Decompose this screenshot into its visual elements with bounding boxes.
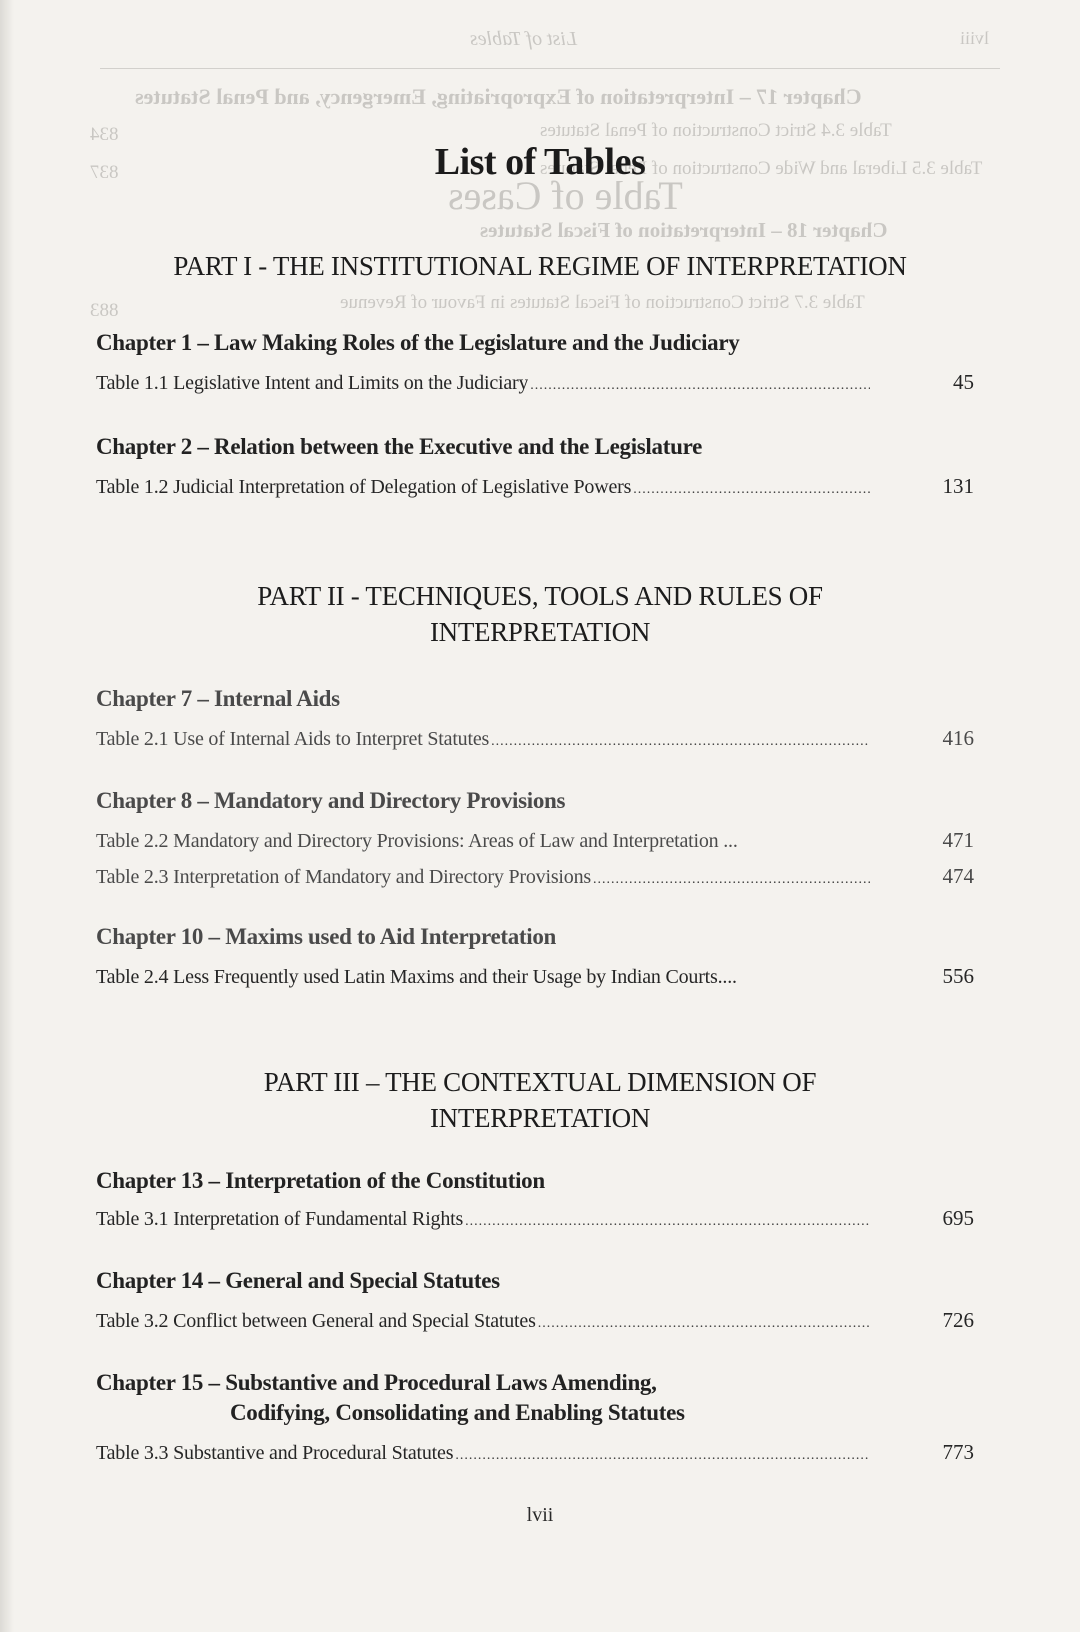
bleed-line: Table of Cases [448, 173, 683, 218]
toc-entry-label: Table 3.2 Conflict between General and Special Statutes [96, 1310, 536, 1332]
dot-leader [530, 378, 870, 394]
bleed-line: 837 [90, 162, 119, 183]
toc-entry[interactable] [96, 964, 974, 992]
page-title: List of Tables [434, 141, 646, 183]
page-number: lvii [526, 1504, 554, 1526]
toc-entry-label: Table 2.3 Interpretation of Mandatory and Directory Provisions [96, 866, 591, 888]
bleed-line: Table 3.4 Strict Construction of Penal Statutes [540, 120, 892, 141]
chapter-heading: Chapter 7 – Internal Aids [96, 686, 340, 711]
toc-entry[interactable] [96, 726, 974, 754]
toc-entry-page: 556 [942, 964, 974, 988]
part-heading-line: PART I - THE INSTITUTIONAL REGIME OF INTERPRETATION [173, 251, 907, 281]
toc-entry[interactable] [96, 1206, 974, 1234]
bleed-line: Table 3.7 Strict Construction of Fiscal Statutes in Favour of Revenue [340, 292, 865, 313]
part-heading [0, 248, 1080, 284]
dot-leader [538, 1316, 870, 1332]
part-heading [0, 578, 1080, 650]
toc-entry-label: Table 2.2 Mandatory and Directory Provisions: Areas of Law and Interpretation ... [96, 830, 738, 852]
chapter-heading: Chapter 10 – Maxims used to Aid Interpretation [96, 924, 557, 949]
toc-entry-label: Table 2.1 Use of Internal Aids to Interpret Statutes [96, 728, 490, 750]
part-heading-line: INTERPRETATION [429, 1103, 651, 1133]
toc-entry-page: 726 [942, 1308, 974, 1332]
toc-entry[interactable] [96, 864, 974, 892]
toc-entry-page: 45 [953, 370, 974, 394]
bleed-line: Table 3.5 Liberal and Wide Construction of Penal Statutes [540, 158, 983, 179]
toc-entry[interactable] [96, 828, 974, 856]
part-heading-line: PART III – THE CONTEXTUAL DIMENSION OF [263, 1067, 817, 1097]
chapter-heading: Chapter 2 – Relation between the Executive and the Legislature [96, 434, 702, 459]
toc-entry-page: 471 [942, 828, 974, 852]
bleed-line: Chapter 17 – Interpretation of Expropriating, Emergency, and Penal Statutes [135, 84, 862, 109]
dot-leader [593, 872, 870, 888]
dot-leader [491, 734, 870, 750]
toc-entry-page: 773 [942, 1440, 974, 1464]
chapter-heading: Chapter 1 – Law Making Roles of the Legislature and the Judiciary [96, 330, 740, 355]
bleed-line: 883 [90, 300, 119, 321]
toc-entry-page: 695 [942, 1206, 974, 1230]
toc-entry[interactable] [96, 370, 974, 398]
toc-entry-label: Table 1.1 Legislative Intent and Limits on the Judiciary [96, 372, 529, 394]
toc-entry[interactable] [96, 474, 974, 502]
toc-entry-page: 416 [942, 726, 974, 750]
chapter-heading [96, 1368, 685, 1428]
part-heading-line: PART II - TECHNIQUES, TOOLS AND RULES OF [257, 581, 823, 611]
toc-entry-page: 131 [942, 474, 974, 498]
bleed-page-number: lviii [960, 28, 990, 48]
part-heading [0, 1064, 1080, 1136]
part-heading-line: INTERPRETATION [429, 617, 651, 647]
toc-entry-label: Table 2.4 Less Frequently used Latin Maxims and their Usage by Indian Courts.... [96, 966, 737, 988]
chapter-heading-line: Codifying, Consolidating and Enabling Statutes [230, 1400, 685, 1425]
toc-entry-label: Table 1.2 Judicial Interpretation of Delegation of Legislative Powers [96, 476, 632, 498]
toc-entry-label: Table 3.1 Interpretation of Fundamental Rights [96, 1208, 464, 1230]
toc-entry[interactable] [96, 1440, 974, 1468]
toc-entry[interactable] [96, 1308, 974, 1336]
bleed-line: 834 [90, 124, 119, 145]
dot-leader [633, 482, 870, 498]
dot-leader [455, 1448, 870, 1464]
toc-entry-label: Table 3.3 Substantive and Procedural Statutes [96, 1442, 454, 1464]
chapter-heading: Chapter 13 – Interpretation of the Constitution [96, 1168, 545, 1193]
dot-leader [465, 1214, 870, 1230]
chapter-heading-line: Chapter 15 – Substantive and Procedural Laws Amending, [96, 1370, 657, 1395]
chapter-heading: Chapter 8 – Mandatory and Directory Provisions [96, 788, 566, 813]
bleed-running-head: List of Tables [470, 28, 578, 50]
chapter-heading: Chapter 14 – General and Special Statutes [96, 1268, 500, 1293]
bleed-line: Chapter 18 – Interpretation of Fiscal Statutes [480, 218, 888, 242]
toc-entry-page: 474 [942, 864, 974, 888]
